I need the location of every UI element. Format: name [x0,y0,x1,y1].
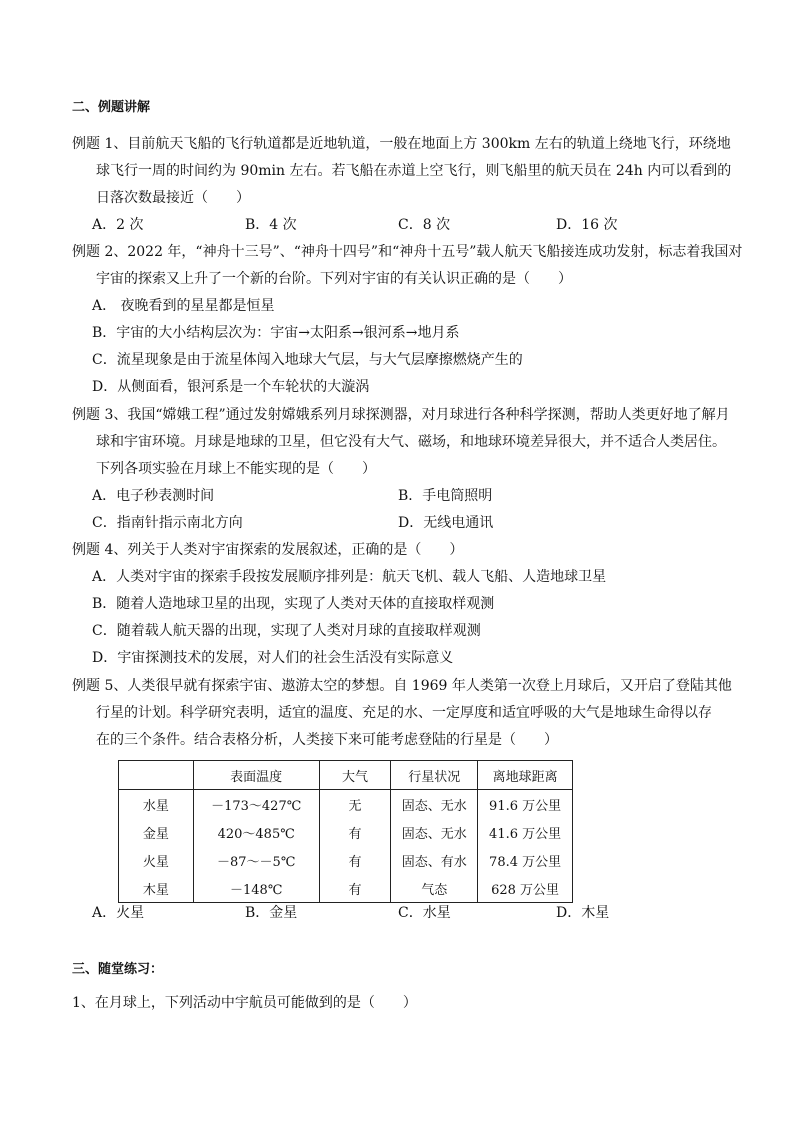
ex1-option-d: D．16 次 [556,217,618,233]
ex3-option-b: B．手电筒照明 [398,488,493,504]
ex1-line-3: 日落次数最接近（ ） [96,190,250,206]
ex1-option-a: A．2 次 [92,217,144,233]
table-cell: 固态、无水 [391,790,478,819]
ex2-option-a: A． 夜晚看到的星星都是恒星 [92,298,275,314]
table-cell: 420～485℃ [193,818,319,846]
table-cell: 水星 [119,790,194,819]
ex2-option-d: D．从侧面看，银河系是一个车轮状的大漩涡 [92,379,370,395]
ex5-line-1: 例题 5、人类很早就有探索宇宙、遨游太空的梦想。自 1969 年人类第一次登上月球后，又开启了登陆其他 [72,678,732,694]
ex5-option-b: B．金星 [245,905,298,921]
ex3-line-2: 球和宇宙环境。月球是地球的卫星，但它没有大气、磁场，和地球环境差异很大，并不适合人类居住。 [96,434,726,450]
section-title-practice: 三、随堂练习： [72,962,164,977]
table-cell: 有 [319,846,391,874]
ex1-line-2: 球飞行一周的时间约为 90min 左右。若飞船在赤道上空飞行，则飞船里的航天员在 24h 内可以看到的 [96,163,732,179]
table-header-cell: 表面温度 [193,761,319,790]
ex1-line-1: 例题 1、目前航天飞船的飞行轨道都是近地轨道，一般在地面上方 300km 左右的轨道上绕地飞行，环绕地 [72,136,731,152]
ex4-option-b: B．随着人造地球卫星的出现，实现了人类对天体的直接取样观测 [92,596,495,612]
table-row [119,846,573,874]
table-header-cell [119,761,194,790]
table-cell: 木星 [119,874,194,903]
ex2-option-c: C．流星现象是由于流星体闯入地球大气层，与大气层摩擦燃烧产生的 [92,352,523,368]
table-row [119,790,573,819]
ex4-line-1: 例题 4、列关于人类对宇宙探索的发展叙述，正确的是（ ） [72,542,464,558]
table-cell: 火星 [119,846,194,874]
table-header-cell: 离地球距离 [478,761,573,790]
ex2-option-b: B．宇宙的大小结构层次为：宇宙→太阳系→银河系→地月系 [92,325,460,341]
ex1-option-c: C．8 次 [398,217,451,233]
table-cell: 固态、无水 [391,818,478,846]
ex3-line-1: 例题 3、我国“嫦娥工程”通过发射嫦娥系列月球探测器，对月球进行各种科学探测，帮助人类更好地了解月 [72,407,730,423]
table-cell: －148℃ [193,874,319,903]
table-header-cell: 大气 [319,761,391,790]
table-cell: 气态 [391,874,478,903]
ex5-option-a: A．火星 [92,905,145,921]
practice-question-1: 1、在月球上，下列活动中宇航员可能做到的是（ ） [72,995,417,1011]
ex3-option-c: C．指南针指示南北方向 [92,515,243,531]
table-cell: 固态、有水 [391,846,478,874]
table-row [119,874,573,903]
table-cell: 金星 [119,818,194,846]
table-cell: 有 [319,874,391,903]
table-cell: 无 [319,790,391,819]
table-cell: 有 [319,818,391,846]
ex5-line-2: 行星的计划。科学研究表明，适宜的温度、充足的水、一定厚度和适宜呼吸的大气是地球生命得以存 [96,705,712,721]
table-cell: －173～427℃ [193,790,319,819]
table-row [119,818,573,846]
ex1-option-b: B．4 次 [245,217,297,233]
ex3-option-d: D．无线电通讯 [398,515,494,531]
ex3-option-a: A．电子秒表测时间 [92,488,215,504]
ex4-option-c: C．随着载人航天器的出现，实现了人类对月球的直接取样观测 [92,623,481,639]
table-cell: 628 万公里 [478,874,573,903]
ex5-option-d: D．木星 [556,905,610,921]
ex4-option-d: D．宇宙探测技术的发展，对人们的社会生活没有实际意义 [92,650,454,666]
ex3-line-3: 下列各项实验在月球上不能实现的是（ ） [96,461,376,477]
table-cell: 78.4 万公里 [478,846,573,874]
ex5-option-c: C．水星 [398,905,451,921]
table-cell: －87～－5℃ [193,846,319,874]
ex2-line-1: 例题 2、2022 年，“神舟十三号”、“神舟十四号”和“神舟十五号”载人航天飞船接连成功发射，标志着我国对 [72,244,743,260]
ex5-line-3: 在的三个条件。结合表格分析，人类接下来可能考虑登陆的行星是（ ） [96,732,558,748]
table-cell: 41.6 万公里 [478,818,573,846]
planet-table [118,760,573,903]
section-title-examples: 二、例题讲解 [72,100,151,115]
table-header-row [119,761,573,790]
table-header-cell: 行星状况 [391,761,478,790]
table-cell: 91.6 万公里 [478,790,573,819]
ex2-line-2: 宇宙的探索又上升了一个新的台阶。下列对宇宙的有关认识正确的是（ ） [96,271,572,287]
ex4-option-a: A．人类对宇宙的探索手段按发展顺序排列是：航天飞机、载人飞船、人造地球卫星 [92,569,607,585]
